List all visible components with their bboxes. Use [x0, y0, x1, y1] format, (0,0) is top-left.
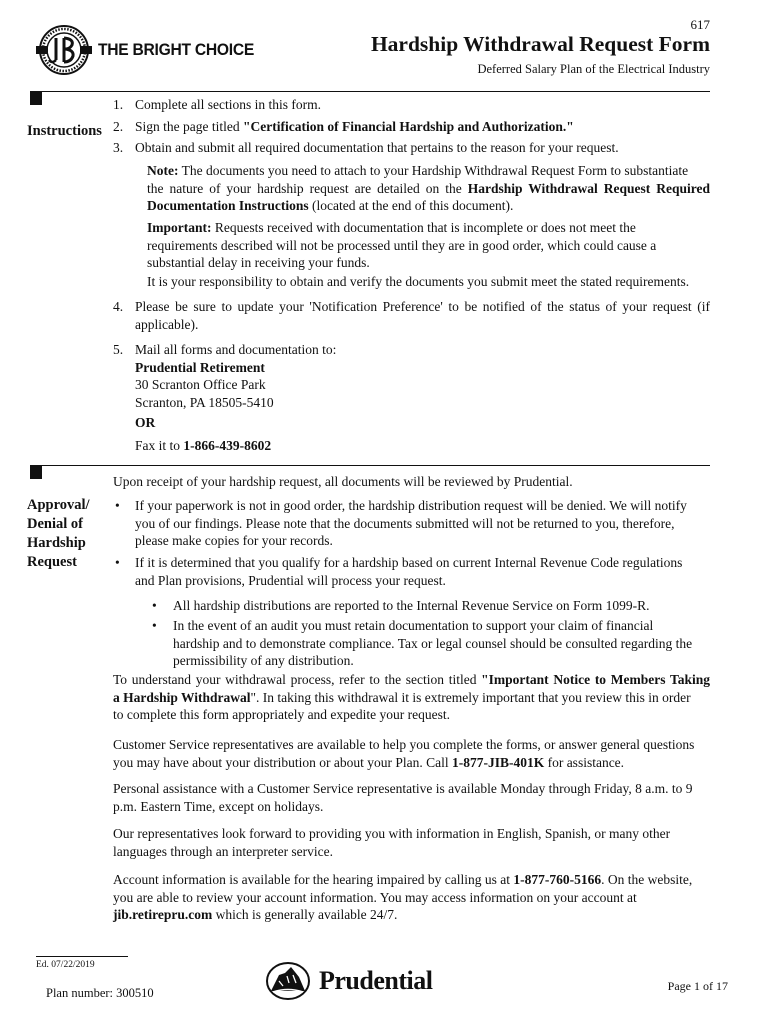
- sub-bullet: •: [152, 618, 157, 633]
- note-block: [147, 162, 710, 215]
- text-line: In the event of an audit you must retain documentation to support your claim of financial: [173, 618, 654, 633]
- sub-bullet-text: [173, 617, 710, 670]
- note-bold: Hardship Withdrawal Request Required: [467, 180, 711, 196]
- heading-line: Request: [27, 554, 77, 570]
- notice-title: a Hardship Withdrawal: [113, 689, 251, 705]
- sub-bullet-text: All hardship distributions are reported to the Internal Revenue Service on Form 1099-R.: [173, 598, 650, 613]
- plan-number: Plan number: 300510: [46, 986, 154, 1000]
- text-span: To understand your withdrawal process, refer to the section titled: [113, 672, 482, 687]
- hours-paragraph: [113, 780, 710, 815]
- instructions-heading: Instructions: [27, 123, 102, 139]
- important-text: substantial delay in receiving your funds.: [147, 255, 370, 270]
- text-line: you are able to review your account information. You may access information on your account at: [113, 889, 637, 905]
- section-divider: [30, 465, 710, 466]
- address-line: 30 Scranton Office Park: [135, 377, 266, 392]
- important-block: [147, 219, 710, 272]
- notice-title: "Important Notice to Members Taking: [481, 672, 710, 687]
- text-line: languages through an interpreter service.: [113, 843, 334, 859]
- section-marker: [30, 92, 42, 105]
- prudential-logo: [265, 961, 432, 1001]
- address-line: Scranton, PA 18505-5410: [135, 394, 274, 410]
- heading-line: Denial of: [27, 516, 83, 532]
- jib-logo: [34, 24, 268, 76]
- prudential-brand: Prudential: [319, 966, 433, 995]
- bullet-text: [135, 497, 710, 550]
- page-number: Page 1 of 17: [667, 979, 728, 993]
- item-text: Sign the page titled: [135, 119, 243, 134]
- text-span: . On the website,: [601, 872, 693, 887]
- note-text: the nature of your hardship request are detailed on the: [147, 180, 462, 196]
- list-item: Obtain and submit all required documentation that pertains to the reason for your request.: [135, 140, 619, 155]
- bullet: •: [115, 555, 120, 570]
- brand-name: THE BRIGHT CHOICE: [98, 40, 255, 59]
- page-subtitle: Deferred Salary Plan of the Electrical Industry: [477, 62, 710, 76]
- bullet-text: [135, 554, 710, 589]
- list-item: [135, 298, 710, 333]
- text-line: and Plan provisions, Prudential will process your request.: [135, 572, 446, 588]
- section-divider: [30, 91, 710, 92]
- customer-service-paragraph: [113, 736, 710, 771]
- text-line: please make copies for your records.: [135, 533, 333, 548]
- phone-number: 1-877-760-5166: [513, 872, 602, 887]
- text-span: for assistance.: [544, 754, 625, 770]
- text-span: ". In taking this withdrawal it is extremely important that you review this in order: [250, 689, 691, 705]
- text-line: you of our findings. Please note that the documents submitted will not be returned to you, therefore,: [135, 515, 675, 531]
- or-label: OR: [135, 415, 156, 430]
- item-number: 2.: [113, 119, 124, 134]
- edition-date: Ed. 07/22/2019: [36, 960, 95, 970]
- text-span: which is generally available 24/7.: [212, 907, 398, 922]
- bullet: •: [115, 498, 120, 513]
- heading-line: Hardship: [27, 535, 86, 551]
- text-line: If your paperwork is not in good order, the hardship distribution request will be denied. We will notify: [135, 498, 687, 513]
- text-span: Account information is available for the hearing impaired by calling us at: [113, 872, 514, 887]
- text-line: Our representatives look forward to providing you with information in English, Spanish, or many other: [113, 826, 671, 841]
- note-text: The documents you need to attach to your Hardship Withdrawal Request Form to substantiate: [181, 163, 689, 178]
- text-span: you may have about your distribution or about your Plan. Call: [113, 754, 452, 770]
- text-line: Personal assistance with a Customer Service representative is available Monday through Friday, 8 a.m. to 9: [113, 781, 693, 796]
- note-text: (located at the end of this document).: [312, 198, 514, 213]
- note-bold: Documentation Instructions: [147, 198, 309, 213]
- item-text: Mail all forms and documentation to:: [135, 342, 337, 357]
- responsibility-note: It is your responsibility to obtain and verify the documents you submit meet the stated requirements.: [147, 274, 690, 289]
- fax-label: Fax it to: [135, 437, 184, 453]
- website-link[interactable]: jib.retirepru.com: [113, 907, 213, 922]
- important-label: Important:: [147, 220, 212, 235]
- section-marker: [30, 466, 42, 479]
- address-name: Prudential Retirement: [135, 359, 265, 375]
- text-line: If it is determined that you qualify for a hardship based on current Internal Revenue Code regulations: [135, 555, 683, 570]
- text-line: Customer Service representatives are available to help you complete the forms, or answer general questions: [113, 737, 695, 752]
- jib-seal-icon: [34, 24, 94, 76]
- approval-heading: [27, 496, 90, 572]
- item-number: 4.: [113, 299, 124, 314]
- fax-number: 1-866-439-8602: [183, 437, 272, 453]
- rock-of-gibraltar-icon: [265, 961, 311, 1001]
- item-number: 1.: [113, 97, 124, 112]
- list-item: [135, 341, 710, 454]
- phone-number: 1-877-JIB-401K: [451, 754, 545, 770]
- text-line: hardship and to demonstrate compliance. Tax or legal counsel should be consulted regarding the: [173, 635, 693, 651]
- list-item: [135, 118, 710, 136]
- withdrawal-paragraph: [113, 671, 710, 724]
- item-number: 5.: [113, 342, 124, 357]
- note-label: Note:: [147, 163, 179, 178]
- important-text: requirements described will not be processed until they are in good order, which could cause a: [147, 237, 657, 253]
- list-item: Complete all sections in this form.: [135, 97, 321, 112]
- language-paragraph: [113, 825, 710, 860]
- form-number: 617: [690, 17, 710, 32]
- important-text: Requests received with documentation that is incomplete or does not meet the: [214, 220, 636, 235]
- text-line: p.m. Eastern Time, except on holidays.: [113, 798, 324, 814]
- certification-title: "Certification of Financial Hardship and Authorization.": [242, 119, 574, 134]
- page-title: Hardship Withdrawal Request Form: [370, 32, 710, 56]
- approval-intro: Upon receipt of your hardship request, all documents will be reviewed by Prudential.: [113, 474, 573, 489]
- item-text: Please be sure to update your 'Notification Preference' to be notified of the status of your request (if: [135, 299, 710, 314]
- item-text: applicable).: [135, 316, 199, 332]
- footer-divider: [36, 956, 128, 957]
- hearing-impaired-paragraph: [113, 871, 710, 924]
- item-number: 3.: [113, 140, 124, 155]
- heading-line: Approval/: [27, 497, 90, 513]
- text-line: permissibility of any distribution.: [173, 653, 354, 668]
- sub-bullet: •: [152, 598, 157, 613]
- text-line: to complete this form appropriately and expedite your request.: [113, 707, 451, 722]
